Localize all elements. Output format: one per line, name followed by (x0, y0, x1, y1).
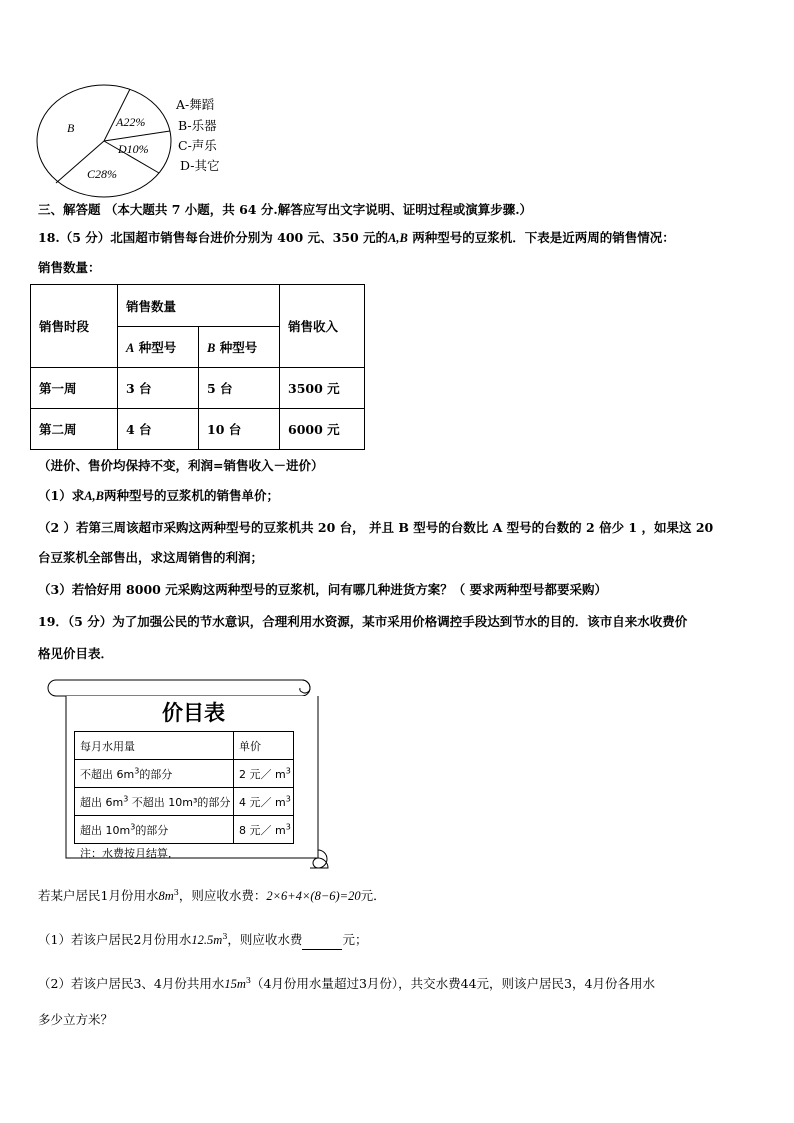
pie-legend-b: B-乐器 (178, 118, 217, 133)
q18-stem-prefix: 18.（5 分）北国超市销售每台进价分别为 400 元、350 元的 (38, 230, 389, 245)
q19-example-prefix: 若某户居民1月份用水 (38, 888, 159, 903)
sales-cell-income: 6000 元 (280, 409, 365, 450)
sales-header-b (199, 327, 280, 368)
table-row (75, 760, 294, 788)
q19-part1-value: 12.5m (191, 933, 223, 947)
usage-text-post: 不超出 10m³的部分 (128, 795, 231, 809)
usage-text: 超出 6m (80, 795, 124, 809)
q18-stem-ab: A,B (388, 231, 408, 245)
table-row (31, 409, 365, 450)
price-table (74, 731, 294, 844)
usage-text: 不超出 6m (80, 767, 135, 781)
sales-header-b-letter: B (207, 341, 216, 355)
sales-header-a (118, 327, 199, 368)
q19-part2-sup: 3 (245, 975, 251, 985)
q19-example-sup: 3 (173, 887, 179, 897)
q19-part2-suffix: （4月份用水量超过3月份），共交水费44元，则该户居民3，4月份各用水 (250, 976, 655, 991)
price-header-price: 单价 (234, 732, 294, 760)
q19-example-mid: ，则应收水费： (178, 888, 267, 903)
sales-header-income: 销售收入 (280, 285, 365, 368)
sales-header-period: 销售时段 (31, 285, 118, 368)
price-table-note: 注：水费按月结算． (80, 847, 179, 860)
price-cell-price (234, 816, 294, 844)
usage-sup: 3 (134, 765, 140, 775)
q19-part1-prefix: （1）若该户居民2月份用水 (38, 932, 192, 947)
price-sup: 3 (285, 821, 291, 831)
q18-part3: （3）若恰好用 8000 元采购这两种型号的豆浆机，问有哪几种进货方案？（ 要求两种型号都要采购） (38, 582, 608, 597)
sales-header-a-letter: A (126, 341, 135, 355)
pie-legend-a: A-舞蹈 (176, 97, 215, 112)
price-cell-price (234, 788, 294, 816)
table-row (31, 368, 365, 409)
pie-label-c: C28% (87, 167, 117, 181)
sales-header-a-text: 种型号 (134, 340, 177, 355)
section-title: 三、解答题 （本大题共 7 小题，共 64 分.解答应写出文字说明、证明过程或演算步骤.） (38, 202, 533, 217)
sales-cell-a: 3 台 (118, 368, 199, 409)
price-text: 2 元／ m (239, 767, 286, 781)
table-row (75, 816, 294, 844)
q19-part2-value: 15m (224, 977, 246, 991)
pie-label-a: A22% (116, 115, 146, 129)
price-sup: 3 (285, 793, 291, 803)
table-row (75, 788, 294, 816)
price-cell-usage (75, 788, 234, 816)
q18-stem (38, 228, 675, 248)
q18-note: （进价、售价均保持不变，利润=销售收入－进价） (38, 458, 324, 473)
q19-example (38, 886, 386, 906)
price-cell-usage (75, 816, 234, 844)
sales-cell-period: 第一周 (31, 368, 118, 409)
sales-header-qty: 销售数量 (118, 285, 280, 327)
answer-blank[interactable] (302, 935, 342, 950)
sales-header-b-text: 种型号 (215, 340, 258, 355)
q19-part2-line2: 多少立方米？ (38, 1012, 114, 1027)
q19-part2-prefix: （2）若该户居民3、4月份共用水 (38, 976, 225, 991)
q18-part1-ab: A,B (84, 489, 105, 503)
sales-table (30, 284, 365, 450)
sales-cell-b: 5 台 (199, 368, 280, 409)
sales-cell-a: 4 台 (118, 409, 199, 450)
q19-part1-mid: ，则应收水费 (227, 932, 303, 947)
price-text: 4 元／ m (239, 795, 286, 809)
pie-label-d: D10% (118, 142, 149, 156)
price-header-usage: 每月水用量 (75, 732, 234, 760)
scroll-top-roll (48, 680, 310, 696)
q19-part1-sup: 3 (222, 931, 228, 941)
pie-legend-c: C-声乐 (178, 138, 217, 153)
price-table-title: 价目表 (162, 700, 225, 725)
q19-stem-line2: 格见价目表． (38, 646, 114, 661)
price-text: 8 元／ m (239, 823, 286, 837)
q18-part1-suffix: 两种型号的豆浆机的销售单价； (104, 488, 280, 503)
usage-text-post: 的部分 (135, 823, 169, 837)
price-sup: 3 (285, 765, 291, 775)
usage-sup: 3 (130, 821, 136, 831)
q18-stem-suffix: 两种型号的豆浆机．下表是近两周的销售情况： (407, 230, 675, 245)
price-cell-price (234, 760, 294, 788)
q18-part1-prefix: （1）求 (38, 488, 85, 503)
sales-cell-period: 第二周 (31, 409, 118, 450)
q19-stem-line1: 19．（5 分）为了加强公民的节水意识，合理利用水资源，某市采用价格调控手段达到节水的目的．该市自来水收费价 (38, 614, 688, 629)
q19-example-formula: 2×6+4×(8−6)=20 (266, 889, 361, 903)
q19-example-suffix: 元． (360, 888, 386, 903)
sales-cell-b: 10 台 (199, 409, 280, 450)
q18-part1 (38, 486, 279, 506)
q19-example-value: 8m (158, 889, 174, 903)
price-cell-usage (75, 760, 234, 788)
pie-label-b: B (67, 121, 75, 135)
q19-part1-suffix: 元； (342, 932, 368, 947)
q19-part2 (38, 974, 655, 994)
q18-part2-line1: （2 ）若第三周该超市采购这两种型号的豆浆机共 20 台， 并且 B 型号的台数比 A 型号的台数的 2 倍少 1 ，如果这 20 (38, 520, 714, 535)
usage-sup: 3 (123, 793, 129, 803)
q19-part1 (38, 930, 367, 950)
pie-chart (34, 83, 176, 199)
sales-cell-income: 3500 元 (280, 368, 365, 409)
usage-text: 超出 10m (80, 823, 131, 837)
usage-text-post: 的部分 (139, 767, 173, 781)
q18-table-caption: 销售数量： (38, 260, 101, 275)
pie-legend-d: D-其它 (180, 158, 220, 173)
q18-part2-line2: 台豆浆机全部售出，求这周销售的利润； (38, 550, 264, 565)
